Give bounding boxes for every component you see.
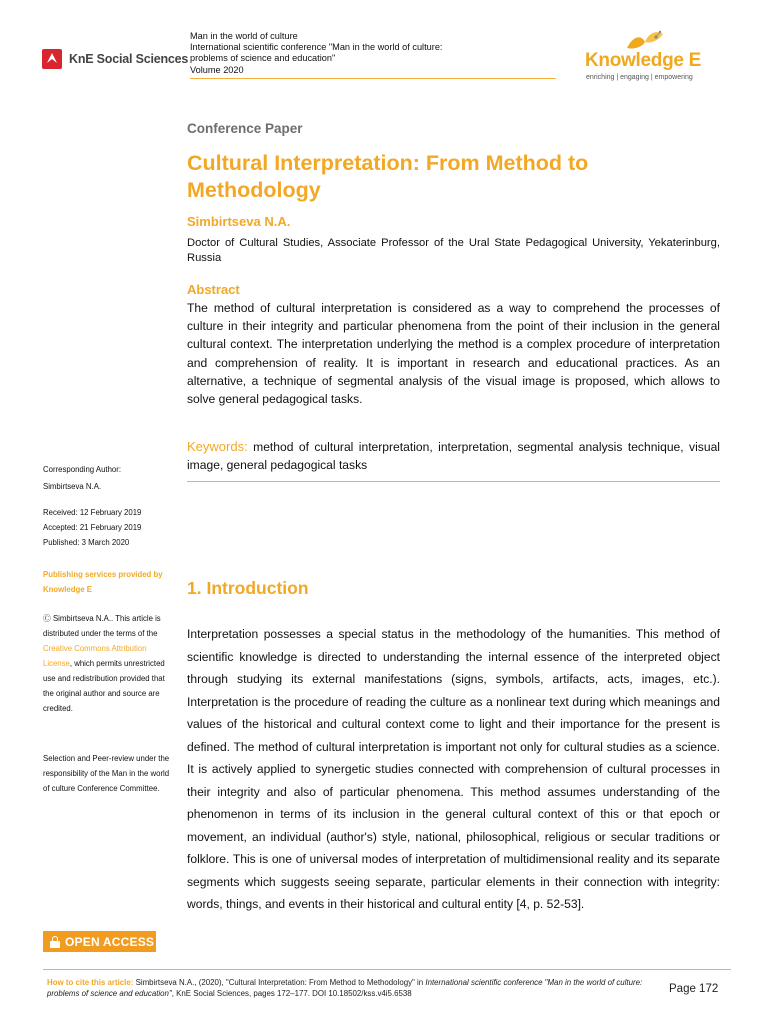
- published-date: Published: 3 March 2020: [43, 538, 130, 547]
- kne-logo-icon: [42, 49, 62, 69]
- footer-rule: [43, 969, 731, 970]
- paper-type: Conference Paper: [187, 121, 303, 136]
- dates: [43, 505, 175, 550]
- keywords-rule: [187, 481, 720, 482]
- license-post: , which permits unrestricted use and redistribution provided that the original author and source are credited.: [43, 659, 165, 713]
- corresponding-name: Simbirtseva N.A.: [43, 482, 102, 491]
- license-pre: Simbirtseva N.A.. This article is distributed under the terms of the: [43, 614, 161, 638]
- citation-label: How to cite this article:: [47, 978, 134, 987]
- paper-title: Cultural Interpretation: From Method to Methodology: [187, 151, 589, 202]
- citation: [47, 978, 667, 999]
- corresponding-label: Corresponding Author:: [43, 465, 122, 474]
- abstract-heading: Abstract: [187, 282, 240, 297]
- knowledge-e-logo: [585, 28, 715, 88]
- conference-line: problems of science and education": [190, 53, 336, 64]
- open-lock-icon: [50, 936, 60, 948]
- introduction-text: Interpretation possesses a special status in the methodology of the humanities. This method of scientific knowledge is directed to understanding the internal essence of the interpreted object through studying its external manifestations (signs, symbols, artifacts, acts, images, etc.). Interpretation is the procedure of reading the culture as a nonlinear text during which meanings and values of the historical and cultural context come to light and their importance for the present is defined. The method of cultural interpretation is important not only for cultural studies as a science. It is actively applied to synergetic studies connected with comprehension of cultural processes in their integrity and also of particular phenomena. This method assumes understanding of the phenomenon in terms of its inclusion in the general cultural context of this or that epoch or movement, an individual (author's) style, national, philosophical, religious or secular traditions or folklore. This is one of universal modes of interpretation of multidimensional reality and its separate segments which suggests seeing separate, particular elements in their connection with integrity: words, things, and events in their historical and cultural entity [4, p. 52-53].: [187, 627, 720, 911]
- accepted-date: Accepted: 21 February 2019: [43, 523, 142, 532]
- abstract-text: The method of cultural interpretation is considered as a way to comprehend the processes of culture in their integrity and particular phenomena from the point of their inclusion in the general cultural context. The interpretation underlying the method is a complex procedure of interpretation and comprehension of reality. It is important in research and educational practices. As an alternative, a technique of segmental analysis of the visual image is proposed, which allows to solve general pedagogical tasks.: [187, 301, 720, 407]
- open-access-label: OPEN ACCESS: [65, 934, 155, 949]
- license-text: [43, 611, 175, 716]
- publishing-services-text: Publishing services provided by Knowledge E: [43, 570, 163, 594]
- open-access-badge: [43, 931, 156, 952]
- bird-icon: [623, 28, 667, 52]
- publishing-services: [43, 567, 175, 597]
- conference-info: [190, 31, 442, 76]
- author-name: Simbirtseva N.A.: [187, 214, 291, 229]
- kne-logo: [42, 49, 188, 69]
- keywords-label: Keywords:: [187, 439, 248, 454]
- introduction-heading: 1. Introduction: [187, 578, 309, 598]
- copyright-icon: Ⓒ: [43, 614, 53, 623]
- citation-text-2: , KnE Social Sciences, pages 172–177. DOI 10.18502/kss.v4i5.6538: [171, 988, 412, 998]
- conference-line: Volume 2020: [190, 64, 244, 75]
- received-date: Received: 12 February 2019: [43, 508, 142, 517]
- citation-conference: International scientific conference "Man in the world of culture: problems of science and education": [47, 978, 643, 998]
- keywords-text: method of cultural interpretation, interpretation, segmental analysis technique, visual image, general pedagogical tasks: [187, 440, 720, 473]
- conference-line: Man in the world of culture: [190, 31, 298, 41]
- knowledge-e-tagline: enriching | engaging | empowering: [586, 74, 693, 81]
- author-affiliation: Doctor of Cultural Studies, Associate Professor of the Ural State Pedagogical University, Yekaterinburg, Russia: [187, 237, 720, 264]
- header-rule: [190, 78, 556, 79]
- kne-logo-text: KnE Social Sciences: [69, 52, 189, 66]
- creative-commons-link[interactable]: Creative Commons Attribution License: [43, 644, 147, 668]
- peer-review-note: Selection and Peer-review under the responsibility of the Man in the world of culture Conference Committee.: [43, 754, 170, 793]
- page-number: Page 172: [669, 983, 719, 995]
- corresponding-author: [43, 462, 175, 494]
- keywords: [187, 438, 720, 474]
- conference-line: International scientific conference "Man in the world of culture:: [190, 42, 443, 53]
- citation-text-1: Simbirtseva N.A., (2020), "Cultural Interpretation: From Method to Methodology" in: [135, 978, 426, 987]
- knowledge-e-wordmark: Knowledge E: [585, 50, 701, 71]
